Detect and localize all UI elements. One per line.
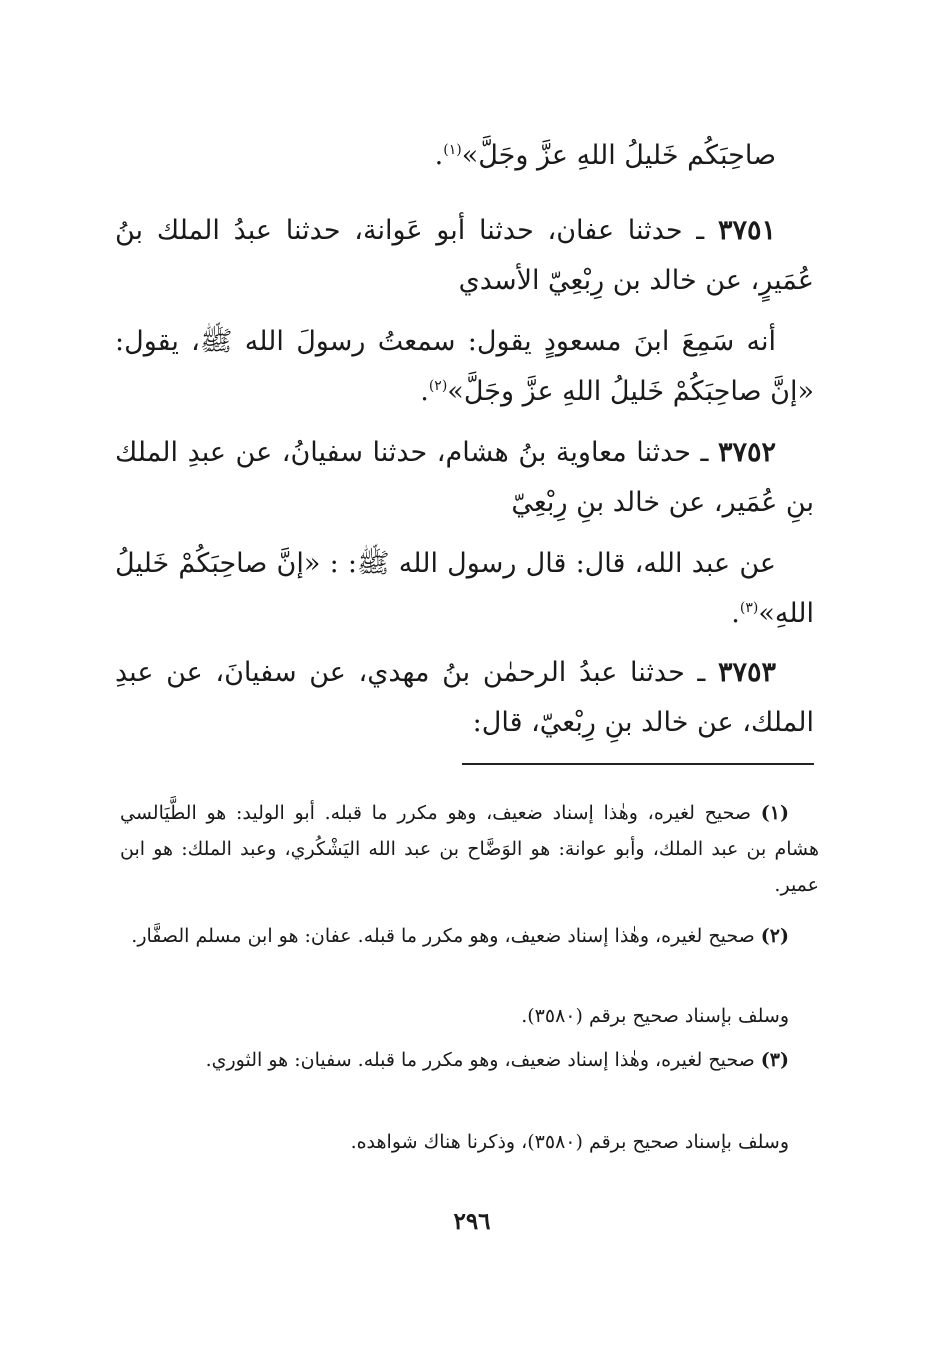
footnote-separator — [462, 763, 814, 765]
footnote-text: وسلف بإسناد صحيح برقم (٣٥٨٠)، وذكرنا هناك شواهده. — [350, 1131, 789, 1153]
hadith-text: صاحِبَكُم خَليلُ اللهِ عزَّ وجَلَّ» — [461, 140, 776, 171]
hadith-text: عن عبد الله، قال: قال رسول الله ﷺ: : «إنَّ صاحِبَكُمْ خَليلُ اللهِ» — [115, 548, 814, 629]
footnote-text: صحيح لغيره، وهٰذا إسناد ضعيف، وهو مكرر ما قبله. أبو الوليد: هو الطَّيَالسي هشام بن عبد الملك، وأبو عوانة: هو الوَضَّاح بن عبد الله اليَشْكُري، وعبد الملك: هو ابن عمير. — [120, 802, 819, 896]
footnote-3-extra — [120, 1124, 819, 1160]
sentence-end: . — [420, 376, 429, 407]
page-number: ٢٩٦ — [453, 1208, 491, 1235]
continued-hadith-text — [115, 131, 814, 181]
hadith-number: ٣٧٥٢ — [717, 437, 776, 468]
hadith-3752-text — [115, 539, 814, 639]
hadith-3751-text — [115, 317, 814, 417]
footnote-ref-1: (١) — [443, 142, 462, 158]
footnote-1 — [120, 795, 819, 903]
hadith-3753-chain — [115, 648, 814, 748]
hadith-number: ٣٧٥٣ — [717, 657, 776, 688]
footnote-ref-2: (٢) — [428, 378, 448, 394]
isnad-text: ـ حدثنا معاوية بنُ هشام، حدثنا سفيانُ، عن عبدِ الملك بنِ عُمَير، عن خالد بنِ رِبْعِيّ — [115, 437, 814, 518]
footnote-3 — [120, 1042, 819, 1078]
footnote-text: وسلف بإسناد صحيح برقم (٣٥٨٠). — [521, 1005, 789, 1027]
hadith-3752-chain — [115, 428, 814, 528]
footnote-number: (٢) — [760, 925, 789, 947]
footnote-text: صحيح لغيره، وهٰذا إسناد ضعيف، وهو مكرر ما قبله. سفيان: هو الثوري. — [205, 1049, 755, 1071]
footnote-ref-3: (٣) — [739, 600, 759, 616]
hadith-3751-chain — [115, 206, 814, 306]
hadith-text: أنه سَمِعَ ابنَ مسعودٍ يقول: سمعتُ رسولَ الله ﷺ، يقول: «إنَّ صاحِبَكُمْ خَليلُ اللهِ عزَّ وجَلَّ» — [115, 326, 814, 407]
footnote-2-extra — [120, 998, 819, 1034]
sentence-end: . — [434, 140, 444, 171]
sentence-end: . — [731, 598, 740, 629]
isnad-text: ـ حدثنا عبدُ الرحمٰن بنُ مهدي، عن سفيانَ، عن عبدِ الملك، عن خالد بنِ رِبْعيّ، قال: — [115, 657, 814, 738]
footnote-number: (١) — [760, 802, 789, 824]
hadith-number: ٣٧٥١ — [718, 215, 777, 246]
isnad-text: ـ حدثنا عفان، حدثنا أبو عَوانة، حدثنا عبدُ الملك بنُ عُمَيرٍ، عن خالد بن رِبْعِيّ الأسدي — [115, 215, 814, 296]
footnote-number: (٣) — [760, 1049, 789, 1071]
footnote-2 — [120, 918, 819, 954]
footnote-text: صحيح لغيره، وهٰذا إسناد ضعيف، وهو مكرر ما قبله. عفان: هو ابن مسلم الصفَّار. — [131, 925, 755, 947]
